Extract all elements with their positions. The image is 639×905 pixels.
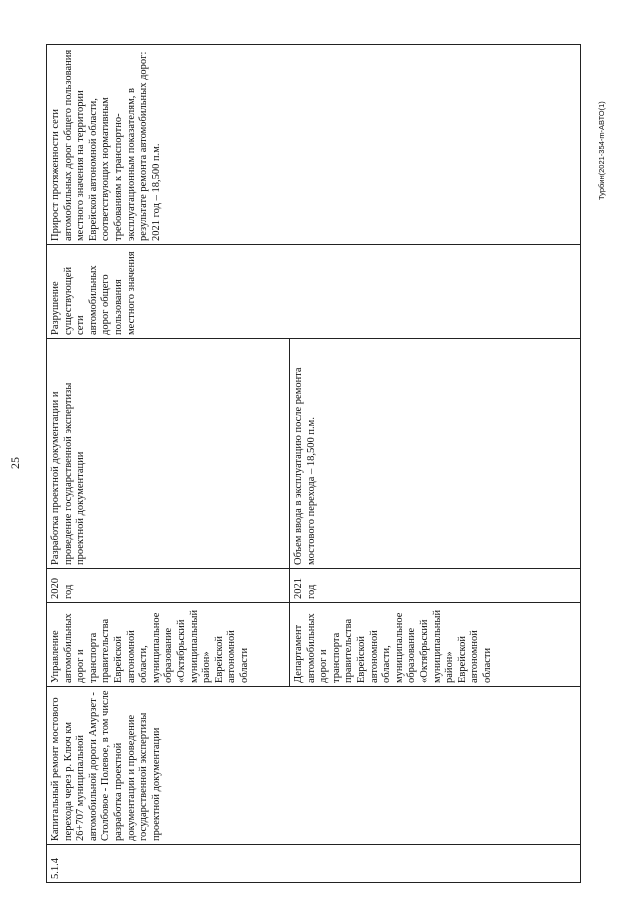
- stage-year: 2021 год: [290, 569, 581, 603]
- result-cell: Прирост протяженности сети автомобильных дорог общего пользования местного значения на территории Еврейской автономной области, соответствующих нормативным требованиям к транспортно-эксплуатационным показателям, в результате ремонта автомобильных дорог: 2021 год – 18,500 п.м.: [47, 45, 581, 245]
- stage-executor: Департамент автомобильных дорог и транспорта правительства Еврейской автономной области, муниципальное образование «Октябрьский муниципальный район» Еврейской автономной области: [290, 603, 581, 687]
- stage-year: 2020 год: [47, 569, 290, 603]
- stage-activity: Объем ввода в эксплуатацию после ремонта мостового перехода – 18,500 п.м.: [290, 339, 581, 569]
- problem-cell: Разрушение существующей сети автомобильных дорог общего пользования местного значения: [47, 245, 581, 339]
- stage-activity: Разработка проектной документации и проведение государственной экспертизы проектной документации: [47, 339, 290, 569]
- table-row: [47, 45, 290, 883]
- measure-name: Капитальный ремонт мостового перехода через р. Ключ км 26+707 муниципальной автомобильной дороги Амурзет - Столбовое - Полевое, в том числе разработка проектной документации и проведение государственной экспертизы проектной документации: [47, 687, 581, 845]
- program-table: [46, 44, 581, 883]
- page-number: 25: [8, 457, 22, 469]
- row-number: 5.1.4: [47, 845, 581, 883]
- stage-executor: Управление автомобильных дорог и транспорта правительства Еврейской автономной области, муниципальное образование «Октябрьский муниципальный район» Еврейской автономной области: [47, 603, 290, 687]
- document-code: Турбин(2021-354-m-АВТО(1): [597, 101, 606, 200]
